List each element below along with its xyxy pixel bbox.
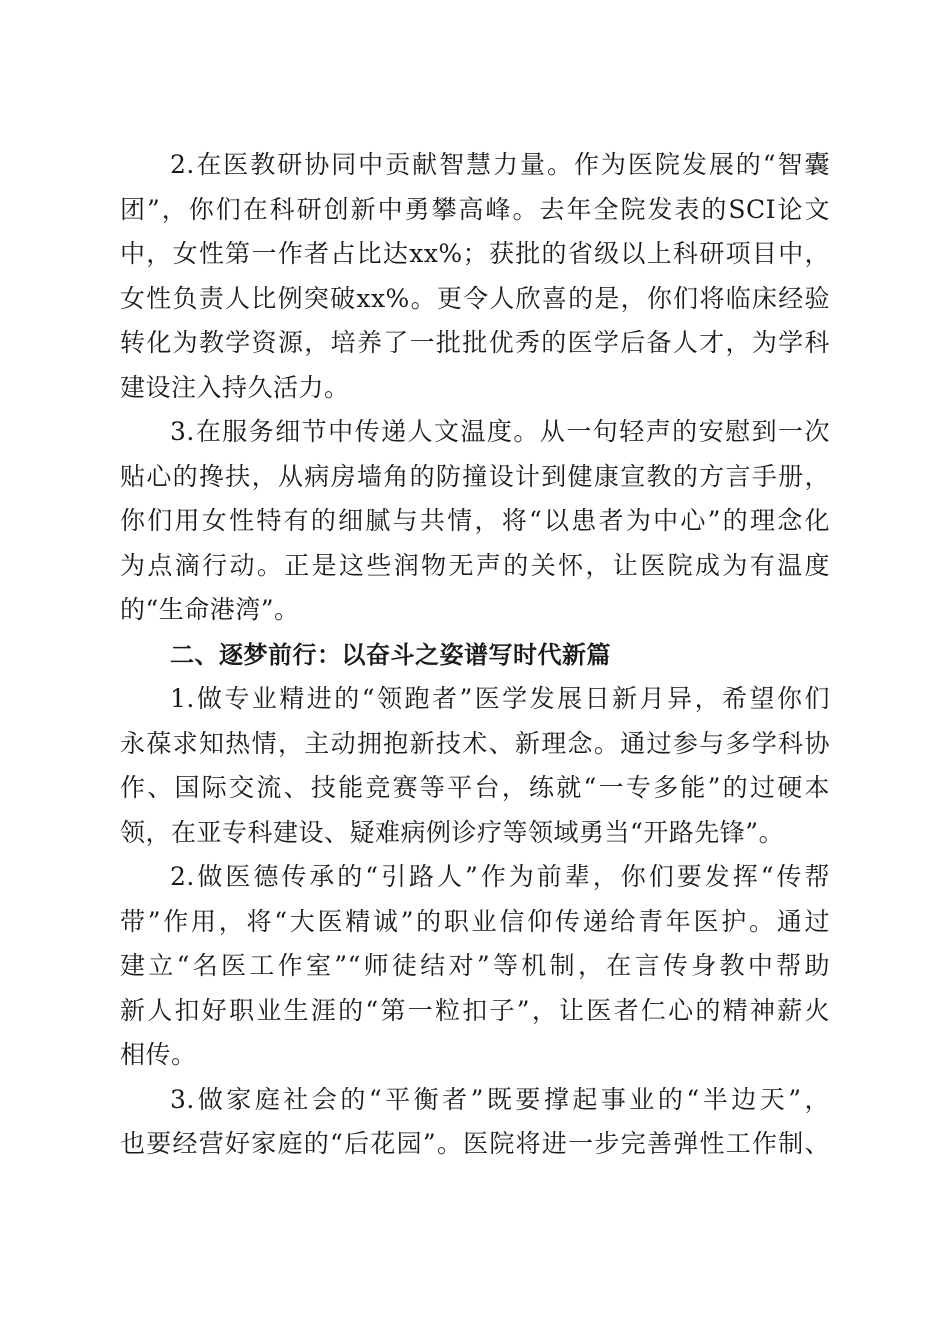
text-line: 贴心的搀扶，从病房墙角的防撞设计到健康宣教的方言手册， bbox=[120, 461, 830, 491]
paragraph-professional bbox=[120, 677, 830, 855]
text-line: 女性负责人比例突破xx%。更令人欣喜的是，你们将临床经验 bbox=[120, 283, 830, 313]
text-line: 转化为教学资源，培养了一批批优秀的医学后备人才，为学科 bbox=[120, 328, 830, 357]
text-line: 新人扣好职业生涯的“第一粒扣子”，让医者仁心的精神薪火 bbox=[120, 995, 830, 1025]
text-line: 中，女性第一作者占比达xx%；获批的省级以上科研项目中， bbox=[120, 239, 830, 268]
document-body bbox=[120, 143, 830, 1167]
text-line: 建设注入持久活力。 bbox=[120, 372, 350, 402]
text-line: 也要经营好家庭的“后花园”。医院将进一步完善弹性工作制、 bbox=[120, 1129, 830, 1158]
text-line: 作、国际交流、技能竞赛等平台，练就“一专多能”的过硬本 bbox=[120, 773, 830, 802]
text-line: 3.在服务细节中传递人文温度。从一句轻声的安慰到一次 bbox=[170, 417, 830, 446]
text-line: 3.做家庭社会的“平衡者”既要撑起事业的“半边天”， bbox=[170, 1084, 830, 1114]
text-line: 2.在医教研协同中贡献智慧力量。作为医院发展的“智囊 bbox=[170, 150, 830, 179]
paragraph-service bbox=[120, 410, 830, 633]
paragraph-balance bbox=[120, 1078, 830, 1167]
section-heading bbox=[120, 633, 830, 678]
text-line: 领，在亚专科建设、疑难病例诊疗等领域勇当“开路先锋”。 bbox=[120, 817, 785, 847]
text-line: 永葆求知热情，主动拥抱新技术、新理念。通过参与多学科协 bbox=[120, 728, 830, 758]
heading-line: 二、逐梦前行：以奋斗之姿谱写时代新篇 bbox=[170, 640, 611, 669]
text-line: 团”，你们在科研创新中勇攀高峰。去年全院发表的SCI论文 bbox=[120, 194, 830, 224]
paragraph-mentorship bbox=[120, 855, 830, 1078]
text-line: 你们用女性特有的细腻与共情，将“以患者为中心”的理念化 bbox=[120, 506, 830, 535]
text-line: 的“生命港湾”。 bbox=[120, 595, 300, 624]
text-line: 带”作用，将“大医精诚”的职业信仰传递给青年医护。通过 bbox=[120, 906, 830, 936]
text-line: 相传。 bbox=[120, 1040, 197, 1069]
text-line: 1.做专业精进的“领跑者”医学发展日新月异，希望你们 bbox=[170, 684, 830, 713]
text-line: 为点滴行动。正是这些润物无声的关怀，让医院成为有温度 bbox=[120, 550, 830, 580]
text-line: 2.做医德传承的“引路人”作为前辈，你们要发挥“传帮 bbox=[170, 862, 830, 891]
paragraph-research bbox=[120, 143, 830, 410]
text-line: 建立“名医工作室”“师徒结对”等机制，在言传身教中帮助 bbox=[120, 951, 830, 980]
